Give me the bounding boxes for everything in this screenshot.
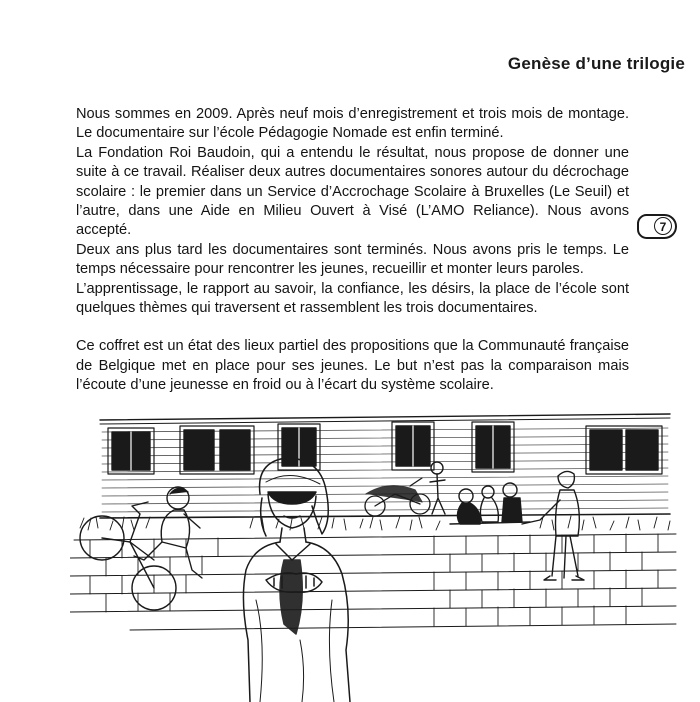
paragraph-1: Nous sommes en 2009. Après neuf mois d’enregistrement et trois mois de montage. Le documentaire sur l’école Pédagogie Nomade est enfin terminé.	[76, 106, 629, 142]
body-text	[76, 105, 629, 396]
page-title: Genèse d’une trilogie	[507, 54, 685, 73]
page-number-tab	[637, 214, 677, 239]
page-number: 7	[654, 217, 672, 235]
paragraph-3: Deux ans plus tard les documentaires sont terminés. Nous avons pris le temps. Le temps nécessaire pour rencontrer les jeunes, recueillir et monter leurs paroles.	[76, 241, 629, 278]
paragraph-5: Ce coffret est un état des lieux partiel des propositions que la Communauté française de Belgique met en place pour ses jeunes. Le but n’est pas la comparaison mais l’écoute d’une jeunesse en froid ou à l’écart du système scolaire.	[76, 338, 629, 394]
paragraph-4: L’apprentissage, le rapport au savoir, la confiance, les désirs, la place de l’école sont quelques thèmes qui traversent et rassemblent les trois documentaires.	[76, 280, 629, 317]
paragraph-2: La Fondation Roi Baudoin, qui a entendu le résultat, nous propose de donner une suite à ce travail. Réaliser deux autres documentaires sonores autour du décrochage scolaire : le premier dans un Service d’Accrochage Scolaire à Bruxelles (Le Seuil) et l’autre, dans une Aide en Milieu Ouvert à Visé (L’AMO Reliance). Nous avons accepté.	[76, 144, 629, 239]
schoolyard-drawing-icon	[70, 410, 680, 702]
